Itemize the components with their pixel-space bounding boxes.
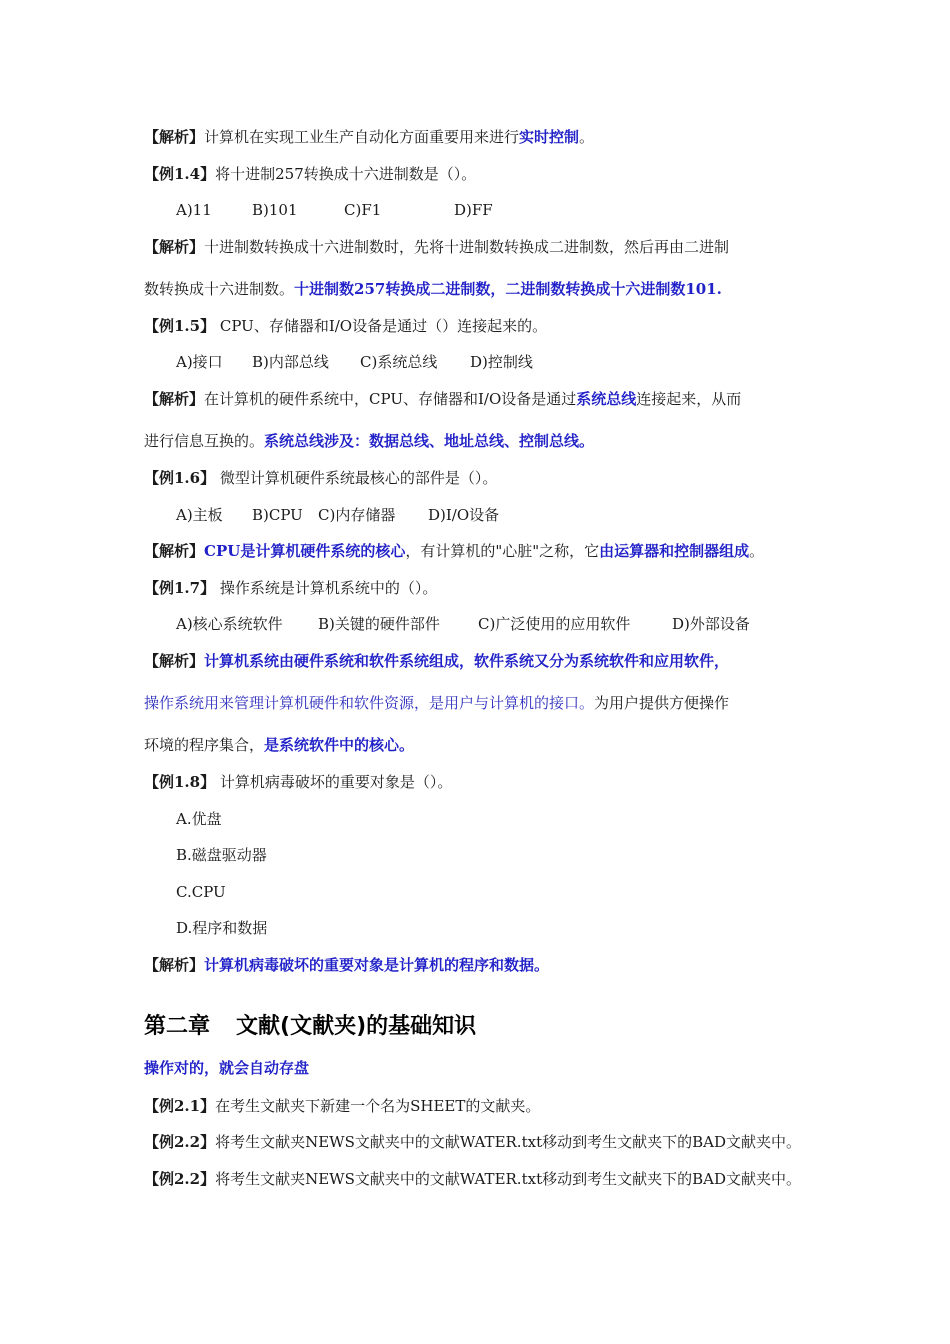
example-1-6: 【例1.6】 微型计算机硬件系统最核心的部件是（）。 [144,469,498,487]
analysis-1-7-line2: 操作系统用来管理计算机硬件和软件资源，是用户与计算机的接口。为用户提供方便操作 [144,694,730,712]
chapter-title: 文献(文献夹)的基础知识 [236,1014,477,1039]
options-1-7 [176,614,750,634]
example-2-2-repeat: 【例2.2】将考生文献夹NEWS文献夹中的文献WATER.txt移动到考生文献夹下的BAD文献夹中。 [144,1170,801,1188]
analysis-1-8: 【解析】计算机病毒破坏的重要对象是计算机的程序和数据。 [144,956,550,974]
example-1-7: 【例1.7】 操作系统是计算机系统中的（）。 [144,579,438,597]
option-d: D.程序和数据 [176,919,268,937]
option-c: C)F1 [344,201,382,219]
analysis-1-7-line1: 【解析】计算机系统由硬件系统和软件系统组成，软件系统又分为系统软件和应用软件， [144,652,730,670]
chapter-subtitle: 操作对的，就会自动存盘 [144,1059,310,1077]
example-1-4: 【例1.4】将十进制257转换成十六进制数是（）。 [144,165,477,183]
example-1-5: 【例1.5】 CPU、存储器和I/O设备是通过（）连接起来的。 [144,317,548,335]
example-1-8: 【例1.8】 计算机病毒破坏的重要对象是（）。 [144,773,453,791]
analysis-1-7-line3: 环境的程序集合，是系统软件中的核心。 [144,736,415,754]
analysis-1-5-line2: 进行信息互换的。系统总线涉及：数据总线、地址总线、控制总线。 [144,432,595,450]
option-c: C)广泛使用的应用软件 [478,615,631,633]
option-d: D)I/O设备 [428,506,500,524]
options-1-4 [176,200,493,220]
option-d: D)控制线 [470,353,533,371]
option-d: D)外部设备 [672,615,750,633]
option-b: B)101 [252,201,298,219]
option-a: A)核心系统软件 [176,615,283,633]
option-b: B.磁盘驱动器 [176,846,267,864]
chapter-heading [144,1013,476,1041]
chapter-number: 第二章 [144,1014,211,1039]
analysis-1-3: 【解析】计算机在实现工业生产自动化方面重要用来进行实时控制。 [144,128,595,146]
analysis-1-5-line1: 【解析】在计算机的硬件系统中，CPU、存储器和I/O设备是通过系统总线连接起来，从而 [144,390,742,408]
option-b: B)CPU [252,506,303,524]
option-c: C)内存储器 [318,506,396,524]
option-a: A)11 [176,201,212,219]
option-d: D)FF [454,201,493,219]
analysis-1-6: 【解析】CPU是计算机硬件系统的核心，有计算机的"心脏"之称，它由运算器和控制器组成。 [144,542,765,560]
option-b: B)内部总线 [252,353,329,371]
example-2-1: 【例2.1】在考生文献夹下新建一个名为SHEET的文献夹。 [144,1097,541,1115]
options-1-5 [176,352,533,372]
options-1-6 [176,505,499,525]
option-a: A.优盘 [176,810,222,828]
analysis-1-4-line1: 【解析】十进制数转换成十六进制数时，先将十进制数转换成二进制数，然后再由二进制 [144,238,730,256]
option-c: C.CPU [176,883,226,901]
option-a: A)接口 [176,353,223,371]
option-b: B)关键的硬件部件 [318,615,440,633]
option-a: A)主板 [176,506,223,524]
option-c: C)系统总线 [360,353,438,371]
analysis-1-4-line2: 数转换成十六进制数。十进制数257转换成二进制数，二进制数转换成十六进制数101. [144,280,722,298]
example-2-2: 【例2.2】将考生文献夹NEWS文献夹中的文献WATER.txt移动到考生文献夹下的BAD文献夹中。 [144,1133,801,1151]
